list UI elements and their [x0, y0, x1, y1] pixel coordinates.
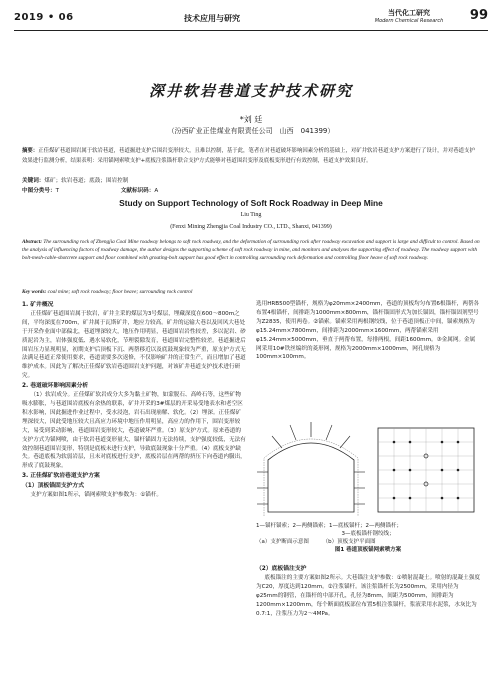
roof-bolt — [290, 425, 296, 440]
figure-caption-legend-2: 3—底板锚杆钢绞线； — [341, 531, 395, 537]
subsection-heading: （1）顶板锚固支护方式 — [22, 483, 85, 490]
abstract-en-label: Abstract: — [22, 239, 43, 245]
issue-number: 2019 • 06 — [14, 12, 74, 23]
figure-1 — [256, 420, 480, 560]
body-paragraph: 正佳煤矿巷道围岩属于软岩，矿井主采的煤层为3号煤层，埋藏深度在600～800m之间，平均深度在700m，矿井属于瓦斯矿井，地应力较高。矿井的运输大巷以及回风大巷处于开采作业面中部偏北，巷道埋深较大，地压作用明显，巷道围岩岩性较差，多以泥岩、砂质泥岩为主，岩体强度低、遇水易软化，节理裂隙发育，巷道围岩完整性较差。巷道掘进后围岩压力显现明显，初期支护后顶板下沉、两帮移近以及底鼓现象较为严重，原支护方式无法满足巷道正常使用要求，巷道需要多次返修，不仅影响矿井的正常生产，而且增加了巷道维护成本。因此为了解决正佳煤矿软岩巷道围岩支护问题，对该矿井巷道支护技术进行研究。 — [22, 310, 246, 380]
section-heading: 3. 正佳煤矿软岩巷道支护方案 — [22, 473, 100, 480]
section-diagram-a — [257, 422, 365, 516]
abstract-en-text: The surrounding rock of Zhengjia Coal Mine roadway belongs to soft rock roadway, and the deformation of surrounding rock after roadway excavation and support is large and difficult to control. Based on the analysis of influencing factors of roadway damage, the author designs the supporting scheme of soft rock roadway in mine, and monitors and analyses the supporting effect of roadway. The roadway support with bolt-mesh-cable-shotcrete support and floor combined with grouting-bolt support has good effect in controlling surrounding rock deformation and controlling floor heave of soft rock roadway. — [22, 239, 480, 262]
author-cn: *刘 廷 — [239, 115, 263, 124]
section-heading: 1. 矿井概况 — [22, 302, 54, 308]
keywords-en — [22, 289, 480, 295]
author-en: Liu Ting — [240, 212, 262, 218]
keywords-en-text: coal mine; soft rock roadway; floor heave; surrounding rock control — [47, 289, 193, 295]
roof-bolt — [326, 425, 332, 440]
header-rule — [14, 30, 488, 31]
clc-label: 中图分类号： — [22, 188, 56, 194]
roadway-outline — [268, 443, 354, 512]
body-paragraph: 选用HRB500型锚杆，规格为φ20mm×2400mm，巷道的顶板均匀布置6根锚杆，两帮各布置4根锚杆，间排距为1000mm×800mm，锚杆锚固形式为加长锚固，锚杆锚固剂型号为Z2835，使用两卷。②锚索。锚索采用两根钢绞线，位于巷道顶板正中间，锚索规格为φ15.24mm×7800mm，间排距为2000mm×1600mm，两帮锚索采用φ15.24mm×5000mm，垂直于两帮布置，每排两根，间距1600mm。③金属网。金属网采用10#铁丝编织的菱形网，规格为2000mm×1000mm，网孔规格为100mm×100mm。 — [256, 301, 480, 361]
abstract-en — [22, 238, 480, 263]
journal-name — [369, 8, 449, 24]
section-name: 技术应用与研究 — [184, 14, 240, 23]
affiliation-cn: （汾西矿业正佳煤业有限责任公司 山西 041399） — [167, 127, 335, 135]
keywords-cn — [22, 176, 128, 184]
figure-caption-parts: （a）支护断面示意图 （b）顶板支护平面图 — [256, 539, 376, 545]
clc-value: T — [55, 188, 59, 194]
keywords-cn-label: 关键词： — [22, 178, 45, 184]
abstract-cn-text: 正佳煤矿巷道围岩属于软岩巷道，巷道掘进支护后围岩变形较大，且难以控制，基于此，笔者在对巷道破坏影响因素分析的基础上，对矿井软岩巷道支护方案进行了设计，并对巷道支护效果进行监测分析，结果表明：采用锚网索喷支护+底板注浆锚杆联合支护方式能够对巷道围岩变形及底板变形进行有效控制，巷道支护效果良好。 — [22, 148, 475, 164]
body-paragraph: 底板锚注的主要方案如图2所示。大巷锚注支护参数：①喷射混凝土。喷射的混凝土强度为C20，厚度达到120mm。②注浆锚杆。该注浆锚杆长为2500mm，采用内径为φ25mm的钢管，在锚杆的中部开孔，孔径为8mm，间距为500mm，间排距为1200mm×1200mm，每个断面底板部位布置5根注浆锚杆，浆液采用水泥浆，水灰比为0.7:1，注浆压力为2～4MPa。 — [256, 574, 480, 617]
abstract-cn — [22, 147, 480, 166]
body-column-left — [22, 300, 246, 500]
subsection-heading: （2）底板锚注支护 — [256, 566, 307, 572]
body-paragraph: （1）软岩成分。正佳煤矿软岩成分大多为黏土矿物，如蒙脱石、高岭石等，这些矿物吸水膨胀，与巷道围岩底板有余热的联系，矿井开采的3#煤层的开采易受地表水和老空区积水影响，因此掘进作业过程中，受水浸泡，岩石出现崩解、软化。（2）埋深。正佳煤矿埋深较大，因此受地压较大且高应力环境中地压作用明显，高应力的作用下，围岩变形较大，易受到采动影响，巷道围岩变形较大，巷道破坏严重。（3）原支护方式。原来巷道的支护方式为锚网喷，由于软岩巷道变形量大，锚杆锚固力无法持续，支护强度较低，无法有效控制巷道围岩变形，特别是底板未进行支护，导致底鼓现象十分严重。（4）底板支护缺失。巷道底板为软弱岩层，且未对底板进行支护，底板岩层在两帮的挤压下向巷道内臌出，形成了底鼓现象。 — [22, 392, 246, 470]
journal-name-cn: 当代化工研究 — [388, 9, 430, 17]
doc-code-label: 文献标识码： — [120, 188, 155, 194]
plan-diagram-b — [378, 428, 474, 512]
article-title-en: Study on Support Technology of Soft Rock Roadway in Deep Mine — [119, 198, 383, 208]
affiliation-en: (Fenxi Mining Zhengjia Coal Industry CO., LTD., Shanxi, 041399) — [170, 224, 332, 230]
classification-line — [22, 186, 158, 194]
mesh-grid — [378, 428, 474, 512]
keywords-en-label: Key words: — [22, 289, 47, 295]
figure-caption-legend-1: 1—锚杆锚索；2—两侧锚索；1—底板锚杆；2—两侧锚杆； — [256, 523, 402, 529]
roof-bolt — [272, 436, 282, 448]
support-diagram — [256, 420, 480, 520]
abstract-cn-label: 摘要： — [22, 148, 39, 154]
figure-caption-main: 图1 巷道顶板锚网索喷方案 — [334, 547, 402, 553]
body-column-right — [256, 300, 480, 362]
article-title-cn: 深井软岩巷道支护技术研究 — [148, 82, 353, 100]
roof-bolt — [340, 436, 350, 448]
body-column-right-lower — [256, 564, 480, 618]
journal-name-en: Modern Chemical Research — [374, 18, 444, 24]
page-number: 99 — [469, 8, 488, 23]
body-paragraph: 支护方案如图1所示，锚网索喷支护参数为：①锚杆。 — [30, 492, 163, 499]
keywords-cn-text: 煤矿；软岩巷道；底鼓；围岩控制 — [44, 178, 129, 184]
section-heading: 2. 巷道破坏影响因素分析 — [22, 383, 89, 390]
doc-code-value: A — [154, 188, 159, 194]
shotcrete-layer — [264, 439, 358, 516]
